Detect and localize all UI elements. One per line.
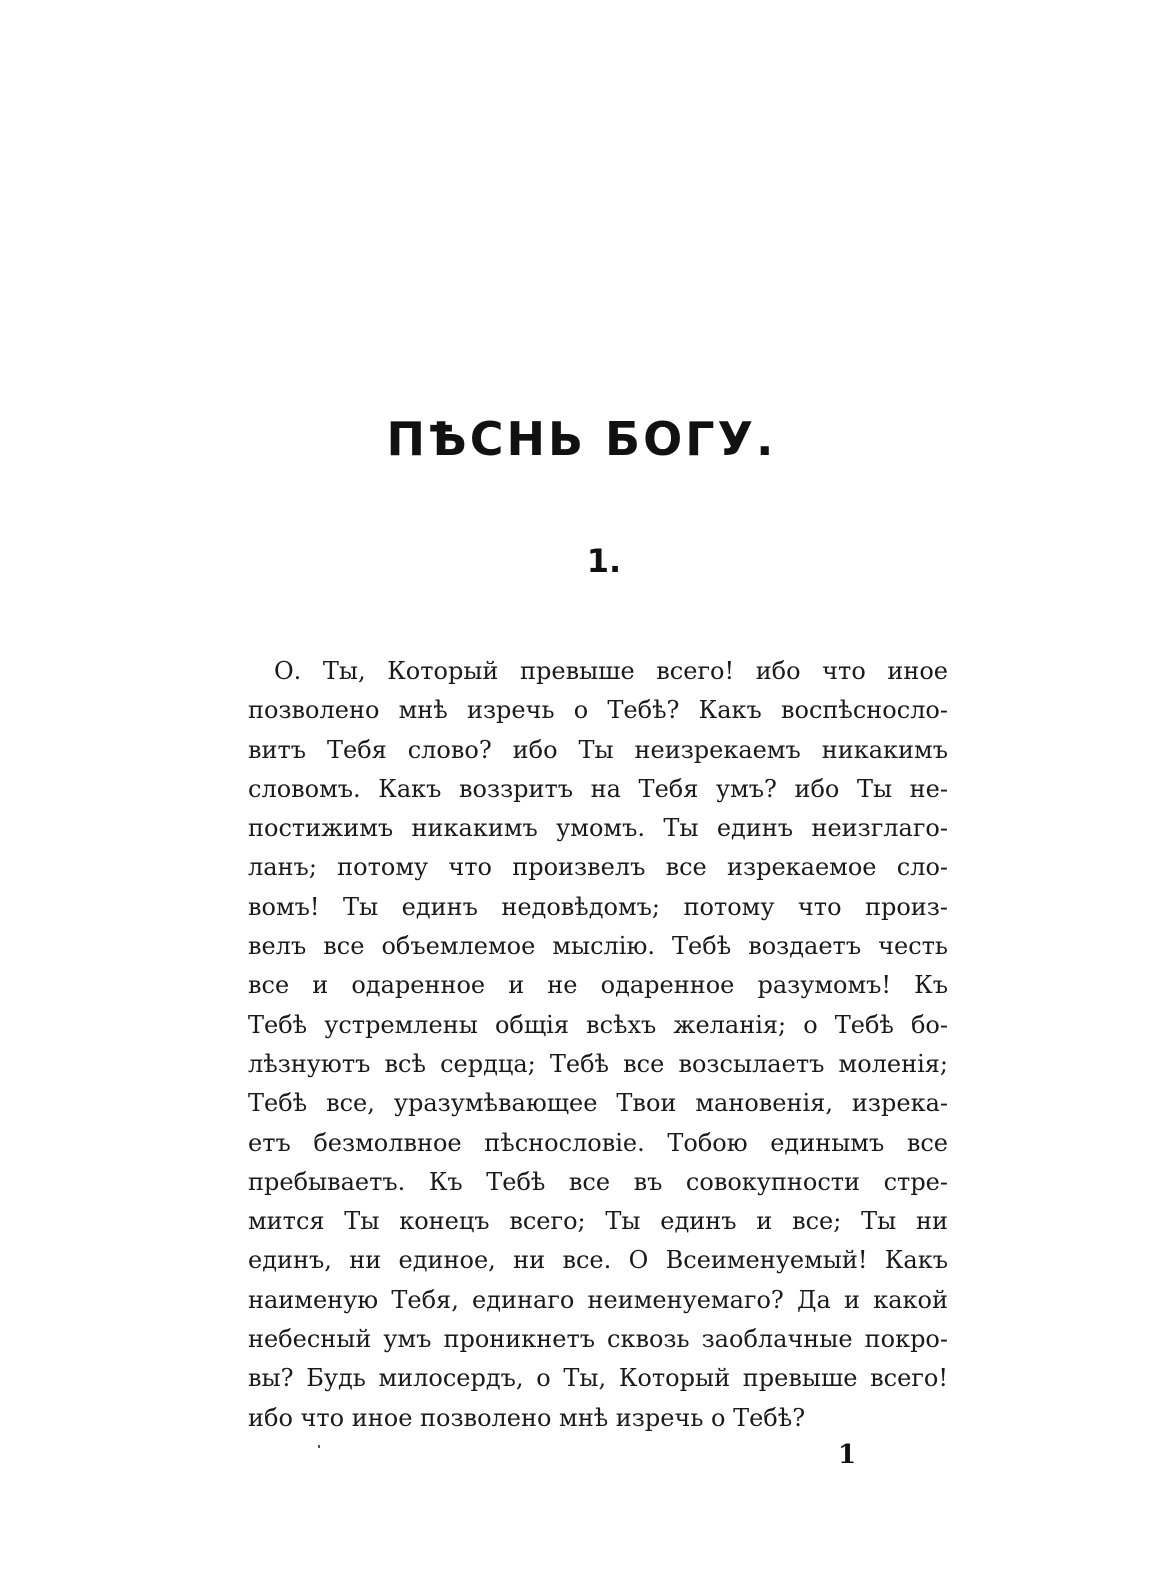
text-line: етъ безмолвное пѣснословіе. Тобою единымъ все [248,1128,948,1157]
text-line: Тебѣ устремлены общія всѣхъ желанія; о Тебѣ бо- [248,1010,948,1039]
text-line: Тебѣ все, уразумѣвающее Твои мановенія, изрека- [248,1089,948,1118]
text-line: лѣзнуютъ всѣ сердца; Тебѣ все возсылаетъ моленія; [248,1049,948,1078]
text-line: мится Ты конецъ всего; Ты единъ и все; Ты ни [248,1207,948,1236]
text-line: ибо что иное позволено мнѣ изречь о Тебѣ? [248,1403,806,1432]
text-line: велъ все объемлемое мыслію. Тебѣ воздаетъ честь [248,932,948,961]
page-number: 1 [838,1440,857,1470]
text-line: витъ Тебя слово? ибо Ты неизрекаемъ никакимъ [248,735,948,764]
text-line: ланъ; потому что произвелъ все изрекаемое сло- [248,853,948,882]
text-line: пребываетъ. Къ Тебѣ все въ совокупности стре- [248,1167,948,1196]
text-line: единъ, ни единое, ни все. О Всеименуемый! Какъ [248,1246,948,1275]
text-line: позволено мнѣ изречь о Тебѣ? Какъ воспѣсносло- [248,696,948,725]
text-line: вомъ! Ты единъ недовѣдомъ; потому что произ- [248,892,948,921]
text-line: наименую Тебя, единаго неименуемаго? Да и какой [248,1285,948,1314]
text-line: О. Ты, Который превыше всего! ибо что иное [274,657,948,685]
body-text [248,652,948,1438]
text-line: постижимъ никакимъ умомъ. Ты единъ неизглаго- [248,814,948,843]
text-line: все и одаренное и не одаренное разумомъ! Къ [248,971,948,1000]
text-line: небесный умъ проникнетъ сквозь заоблачные покро- [248,1325,948,1354]
text-line: словомъ. Какъ воззритъ на Тебя умъ? ибо Ты не- [248,774,948,803]
print-speck [318,1445,320,1448]
section-number: 1. [586,542,622,580]
page-title: ПѢСНЬ БОГУ. [386,412,777,466]
text-line: вы? Будь милосердъ, о Ты, Который превыше всего! [248,1364,948,1393]
